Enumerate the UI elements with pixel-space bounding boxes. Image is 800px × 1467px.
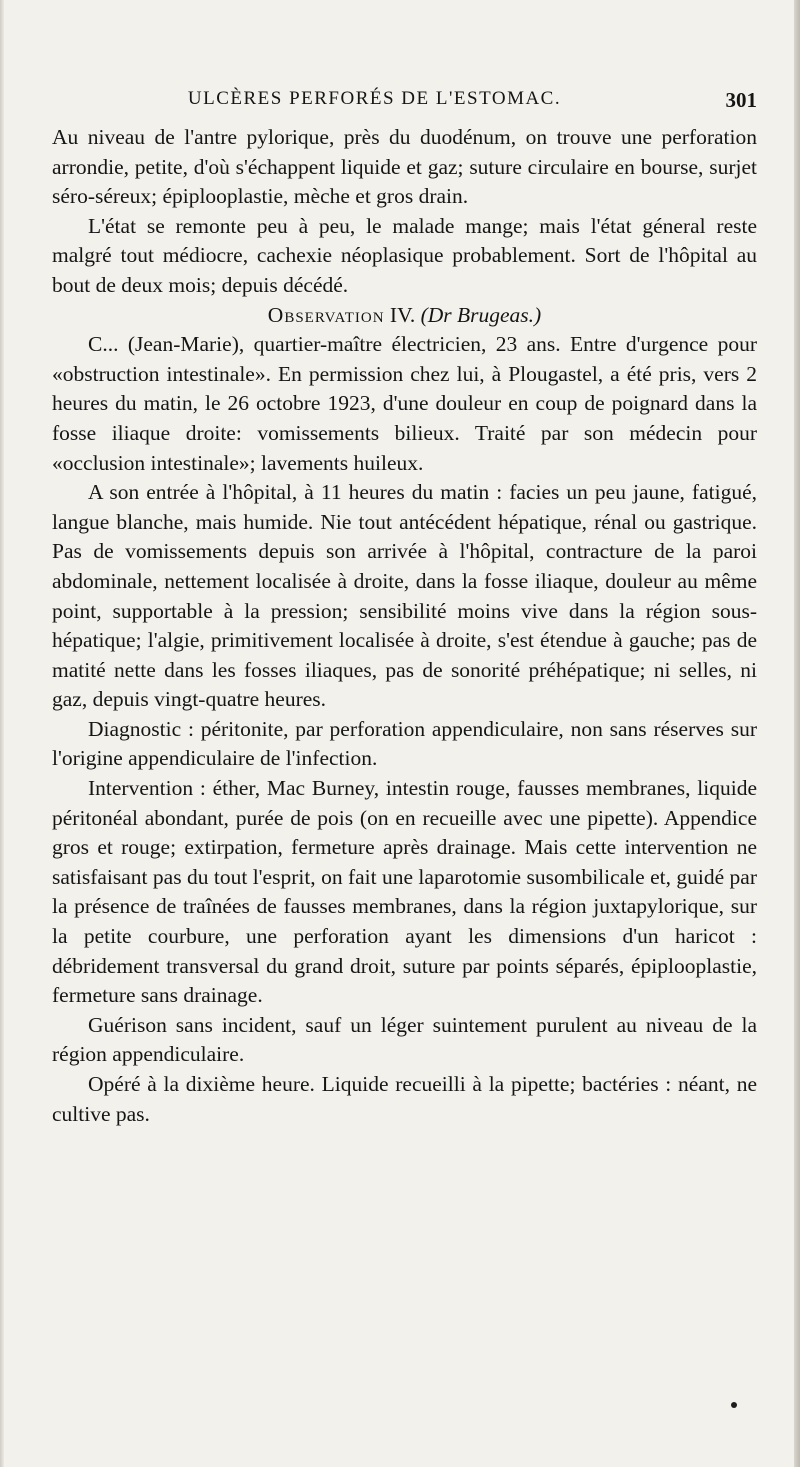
paragraph: Diagnostic : péritonite, par perforation appendiculaire, non sans réserves sur l'origine appendiculaire de l'infection. <box>52 716 757 771</box>
observation-author: (Dr Brugeas.) <box>420 302 542 327</box>
ink-speck <box>731 1402 737 1408</box>
page-edge-right <box>794 0 800 1467</box>
paragraph: Au niveau de l'antre pylorique, près du duodénum, on trouve une perforation arrondie, petite, d'où s'échappent liquide et gaz; suture circulaire en bourse, surjet séro-séreux; épiplooplastie, mèche et gros drain. <box>52 125 757 209</box>
paragraph: A son entrée à l'hôpital, à 11 heures du matin : facies un peu jaune, fatigué, langue blanche, mais humide. Nie tout antécédent hépatique, rénal ou gastrique. Pas de vomissements depuis son arrivée à l'hôpital, contracture de la paroi abdominale, nettement localisée à droite, dans la fosse iliaque, douleur au même point, supportable à la pression; sensibilité moins vive dans la région sous-hépatique; l'algie, primitivement localisée à droite, s'est étendue à gauche; pas de matité nette dans les fosses iliaques, pas de sonorité préhépatique; ni selles, ni gaz, depuis vingt-quatre heures. <box>52 480 757 712</box>
page-edge-left <box>0 0 4 1467</box>
page-number: 301 <box>725 88 757 112</box>
observation-number: IV. <box>389 302 416 327</box>
running-title: ULCÈRES PERFORÉS DE L'ESTOMAC. <box>187 88 562 109</box>
paragraph: L'état se remonte peu à peu, le malade mange; mais l'état géneral reste malgré tout médiocre, cachexie néoplasique probablement. Sort de l'hôpital au bout de deux mois; depuis décédé. <box>52 213 757 297</box>
paragraph: Guérison sans incident, sauf un léger suintement purulent au niveau de la région appendiculaire. <box>52 1012 757 1067</box>
paragraph: C... (Jean-Marie), quartier-maître électricien, 23 ans. Entre d'urgence pour «obstruction intestinale». En permission chez lui, à Plougastel, a été pris, vers 2 heures du matin, le 26 octobre 1923, d'une douleur en coup de poignard dans la fosse iliaque droite: vomissements bilieux. Traité par son médecin pour «occlusion intestinale»; lavements huileux. <box>52 332 757 475</box>
observation-label: Observation <box>267 302 385 327</box>
page-body <box>52 123 757 1129</box>
paragraph: Opéré à la dixième heure. Liquide recueilli à la pipette; bactéries : néant, ne cultive pas. <box>52 1072 757 1126</box>
paragraph: Intervention : éther, Mac Burney, intestin rouge, fausses membranes, liquide péritonéal abondant, purée de pois (on en recueille avec une pipette). Appendice gros et rouge; extirpation, fermeture après drainage. Mais cette intervention ne satisfaisant pas du tout l'esprit, on fait une laparotomie susombilicale et, guidé par la présence de traînées de fausses membranes, dans la région juxtapylorique, sur la petite courbure, une perforation ayant les dimensions d'un haricot : débridement transversal du grand droit, suture par points séparés, épiplooplastie, fermeture sans drainage. <box>52 776 757 1008</box>
page-header <box>52 88 757 118</box>
observation-heading <box>52 301 757 331</box>
